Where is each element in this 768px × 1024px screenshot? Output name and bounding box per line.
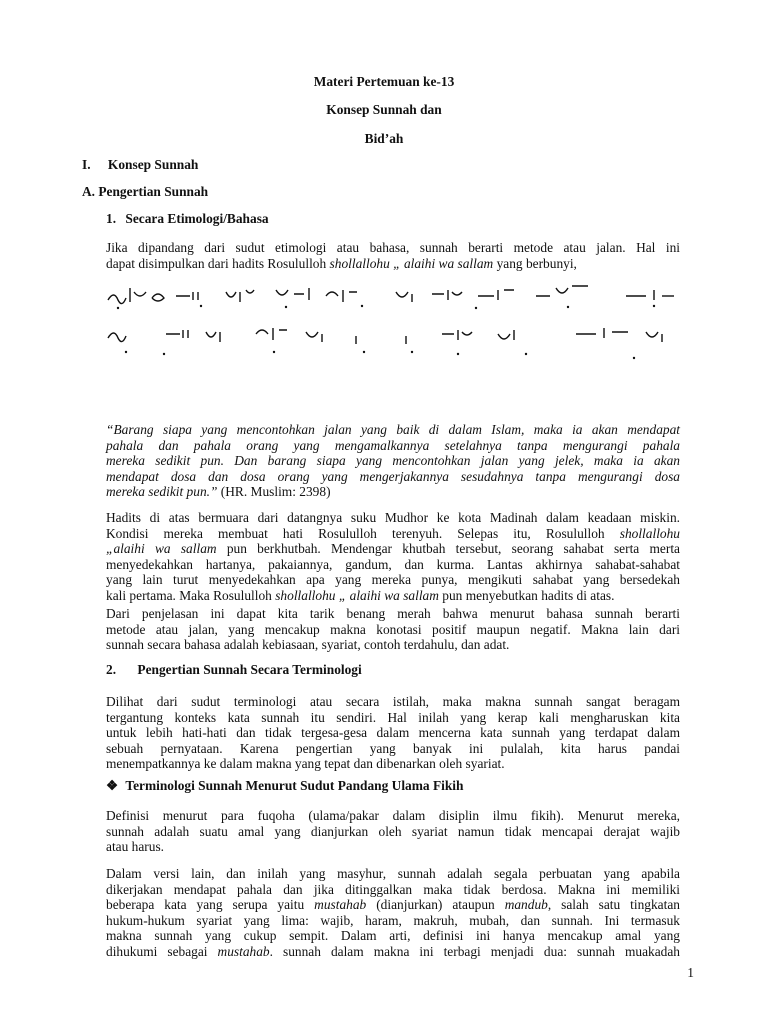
text-line: [106, 438, 680, 454]
subheading-title: Pengertian Sunnah Secara Terminologi: [137, 662, 362, 677]
text-line: Dalam versi lain, dan inilah yang masyhur, sunnah adalah segala perbuatan yang apabila: [106, 866, 680, 881]
text-line: [106, 944, 680, 960]
paragraph-definisi-fuqoha: [106, 808, 680, 855]
text-run: . sunnah dalam makna ini terbagi menjadi dua: sunnah muakadah: [269, 943, 680, 959]
text-line: dikerjakan mendapat pahala dan jika ditinggalkan maka tidak berdosa. Makna ini memiliki: [106, 881, 680, 897]
text-line: Definisi menurut para fuqoha (ulama/pakar dalam disiplin ilmu fikih). Menurut mereka,: [106, 808, 680, 823]
text-run: (dianjurkan) ataupun: [366, 897, 505, 913]
text-run: dapat disimpulkan dari hadits Rosululloh: [106, 255, 330, 271]
text-line: [106, 897, 680, 913]
text-line: [106, 526, 680, 542]
paragraph-kesimpulan-bahasa: [106, 606, 680, 653]
text-line: atau harus.: [106, 839, 165, 855]
arabic-script-image: [106, 282, 686, 316]
italic-phrase: shollallohu „ alaihi wa sallam: [329, 255, 494, 271]
text-line: untuk lebih hati-hati dan tidak tergesa-gesa dalam mencerna kata sunnah yang terdapat dalam: [106, 725, 680, 741]
text-line: [106, 256, 680, 272]
text-run: dihukumi sebagai: [106, 943, 218, 959]
text-line: yang lain turut menyedekahkan apa yang mereka punya, mengikuti sahabat yang bersedekah: [106, 572, 680, 588]
subheading-number: 2.: [106, 662, 117, 677]
italic-phrase: „alaihi wa sallam: [106, 541, 217, 557]
text-line: sebuah pernyataan. Karena pengertian yang banyak ini pulalah, kita harus pandai: [106, 740, 680, 756]
paragraph-etimologi: [106, 240, 680, 271]
text-line: sunnah secara bahasa adalah kebiasaan, syariat, contoh terdahulu, dan adat.: [106, 637, 510, 653]
arabic-script-image: [106, 322, 686, 370]
italic-term: mustahab: [314, 897, 367, 913]
section-heading-konsep-sunnah: [82, 157, 198, 173]
text-run: beberapa kata yang serupa yaitu: [106, 897, 315, 913]
italic-text: mereka sedikit pun.”: [106, 484, 218, 500]
hadith-translation-quote: [106, 422, 680, 500]
italic-text: mendapat dosa dan dosa orang yang mengerjakannya sesudahnya tanpa mengurangi dosa: [106, 468, 680, 484]
italic-term: mandub: [504, 897, 548, 913]
text-line: menyedekahkan hartanya, pakaiannya, gandum, dan kurma. Lantas akhirnya sahabat-sahabat: [106, 556, 680, 572]
section-number: I.: [82, 157, 91, 172]
subheading-etimologi: [106, 211, 269, 227]
subsection-heading-pengertian-sunnah: A. Pengertian Sunnah: [82, 184, 209, 199]
text-line: metode atau jalan, yang mencakup makna konotasi positif maupun negatif. Makna lain dari: [106, 621, 680, 637]
italic-text: pahala dan pahala orang yang mengamalkannya setelahnya tanpa mengurangi pahala: [106, 437, 680, 453]
italic-text: “Barang siapa yang mencontohkan jalan yang baik di dalam Islam, maka ia akan mendapat: [106, 422, 680, 437]
italic-text: mereka sedikit pun. Dan barang siapa yang mencontohkan jalan yang jelek, maka ia akan: [106, 453, 680, 469]
italic-phrase: shollallohu „ alaihi wa sallam: [275, 587, 439, 603]
bullet-heading-text: Terminologi Sunnah Menurut Sudut Pandang Ulama Fikih: [125, 778, 464, 793]
bullet-heading-ulama-fikih: [106, 778, 463, 794]
text-line: Hadits di atas bermuara dari datangnya suku Mudhor ke kota Madinah dalam keadaan miskin.: [106, 510, 680, 525]
arabic-hadith-line-1: [106, 282, 686, 316]
text-run: , salah satu tingkatan: [547, 897, 680, 913]
paragraph-latar-hadits: [106, 510, 680, 604]
text-line: [106, 484, 680, 500]
text-line: [106, 469, 680, 485]
text-run: Kondisi mereka membuat hati Rosululloh terenyuh. Selepas itu, Rosululloh: [106, 525, 620, 541]
citation: (HR. Muslim: 2398): [217, 484, 331, 500]
subheading-title: Secara Etimologi/Bahasa: [125, 211, 269, 226]
text-run: yang berbunyi,: [493, 255, 577, 271]
diamond-bullet-icon: ❖: [106, 778, 119, 793]
subheading-terminologi: [106, 662, 362, 678]
document-title-line-2: Konsep Sunnah dan: [326, 102, 442, 117]
text-run: kali pertama. Maka Rosululloh: [106, 587, 276, 603]
document-title-line-3: Bid’ah: [364, 131, 404, 146]
text-run: pun menyebutkan hadits di atas.: [438, 587, 615, 603]
text-run: pun berkhutbah. Mendengar khutbah tersebut, seorang sahabat serta merta: [216, 541, 680, 557]
text-line: [106, 541, 680, 557]
document-title-line-1: Materi Pertemuan ke-13: [313, 74, 455, 89]
arabic-hadith-line-2: [106, 322, 686, 370]
text-line: Dari penjelasan ini dapat kita tarik benang merah bahwa menurut bahasa sunnah berarti: [106, 606, 680, 621]
italic-phrase: shollallohu: [619, 525, 680, 541]
text-line: Dilihat dari sudut terminologi atau secara istilah, maka makna sunnah sangat beragam: [106, 694, 680, 709]
text-line: hukum-hukum syariat yang lima: wajib, haram, makruh, mubah, dan sunnah. Ini termasuk: [106, 912, 680, 928]
text-line: [106, 588, 680, 604]
italic-term: mustahab: [217, 943, 270, 959]
paragraph-terminologi: [106, 694, 680, 772]
text-line: [106, 422, 680, 438]
paragraph-versi-masyhur: [106, 866, 680, 960]
section-title: Konsep Sunnah: [107, 157, 199, 172]
text-line: tergantung konteks kata sunnah itu sendiri. Hal inilah yang kerap kali mengharuskan kita: [106, 709, 680, 725]
text-line: makna sunnah yang cukup sempit. Dalam arti, definisi ini hanya mencakup amal yang: [106, 928, 680, 944]
page-number: 1: [687, 965, 694, 980]
subheading-number: 1.: [106, 211, 117, 226]
text-line: sunnah adalah suatu amal yang dianjurkan oleh syariat namun tidak mencapai derajat wajib: [106, 823, 680, 839]
text-line: [106, 453, 680, 469]
text-line: Jika dipandang dari sudut etimologi atau bahasa, sunnah berarti metode atau jalan. Hal ini: [106, 240, 680, 255]
text-line: menempatkannya ke dalam makna yang tepat dan dibenarkan oleh syariat.: [106, 756, 505, 772]
